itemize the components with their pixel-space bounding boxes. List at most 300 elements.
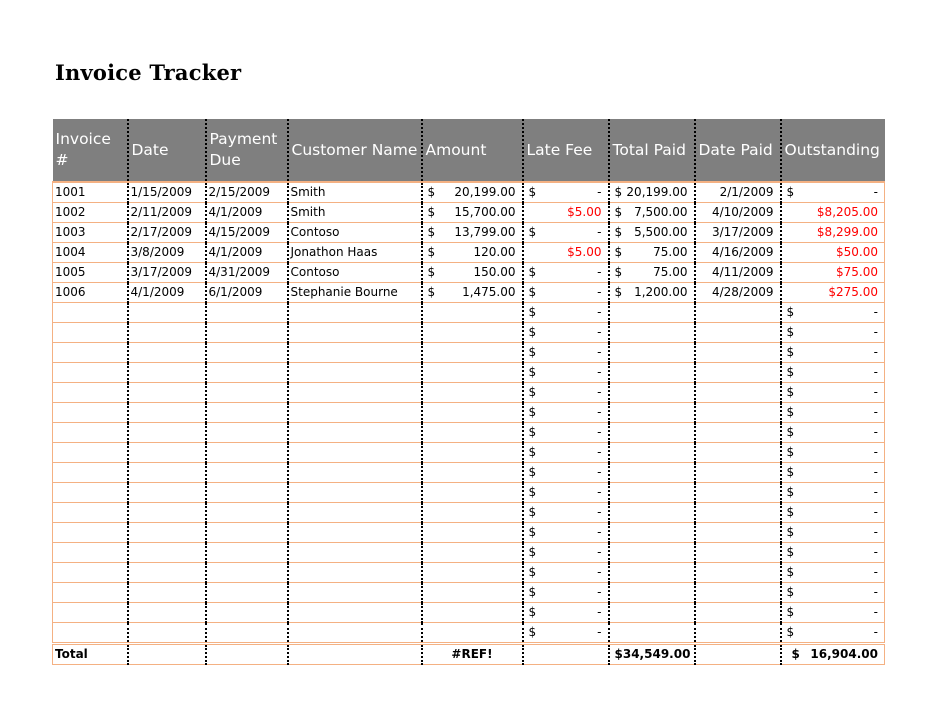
cell-outstanding[interactable] [781,503,885,523]
cell-late-fee[interactable] [523,483,609,503]
cell-total-paid[interactable] [609,443,695,463]
currency-symbol: $ [786,485,795,499]
cell-customer[interactable] [288,523,422,543]
currency-symbol: $ [614,245,623,259]
cell-outstanding-value: - [873,605,878,619]
cell-outstanding[interactable] [781,443,885,463]
currency-symbol: $ [427,205,436,219]
cell-outstanding-value: - [873,185,878,199]
cell-late-fee[interactable] [523,563,609,583]
cell-date-paid[interactable] [695,403,781,423]
cell-invoice[interactable] [53,583,128,603]
cell-late-fee[interactable] [523,583,609,603]
table-row[interactable] [53,403,885,423]
cell-late-fee[interactable]: $5.00 [523,243,609,263]
cell-invoice[interactable] [53,463,128,483]
cell-amount[interactable] [422,443,523,463]
table-row[interactable] [53,563,885,583]
cell-total-paid[interactable] [609,383,695,403]
cell-date-paid[interactable] [695,343,781,363]
cell-customer[interactable] [288,563,422,583]
cell-total-paid[interactable] [609,563,695,583]
cell-payment-due[interactable]: 4/1/2009 [206,203,288,223]
cell-amount[interactable] [422,543,523,563]
total-total-paid[interactable] [609,644,695,665]
cell-late-fee[interactable] [523,403,609,423]
cell-late-fee-value: - [597,325,602,339]
cell-amount[interactable] [422,523,523,543]
cell-late-fee[interactable] [523,303,609,323]
cell-payment-due[interactable]: 2/15/2009 [206,182,288,203]
header-customer-name[interactable]: Customer Name [288,119,422,182]
cell-total-paid-value: 7,500.00 [634,205,688,219]
cell-total-paid[interactable] [609,263,695,283]
cell-late-fee-value: - [597,525,602,539]
cell-date[interactable]: 4/1/2009 [128,283,206,303]
cell-date-paid[interactable]: 4/16/2009 [695,243,781,263]
currency-symbol: $ [528,445,537,459]
cell-outstanding[interactable] [781,623,885,644]
currency-symbol: $ [528,625,537,639]
cell-payment-due[interactable] [206,503,288,523]
cell-late-fee-value: - [597,505,602,519]
table-row[interactable] [53,583,885,603]
cell-outstanding[interactable] [781,543,885,563]
header-outstanding[interactable]: Outstanding [781,119,885,182]
cell-late-fee[interactable] [523,363,609,383]
cell-invoice[interactable] [53,503,128,523]
cell-payment-due[interactable] [206,443,288,463]
cell-total-paid[interactable] [609,483,695,503]
cell-date-paid[interactable] [695,423,781,443]
cell-date[interactable] [128,603,206,623]
cell-date-paid[interactable]: 3/17/2009 [695,223,781,243]
currency-symbol: $ [614,285,623,299]
cell-late-fee[interactable] [523,283,609,303]
cell-total-paid[interactable] [609,503,695,523]
cell-invoice[interactable] [53,443,128,463]
cell-outstanding-value: - [873,305,878,319]
cell-outstanding[interactable] [781,182,885,203]
cell-date-paid[interactable] [695,583,781,603]
cell-date-paid[interactable]: 4/28/2009 [695,283,781,303]
cell-date[interactable] [128,323,206,343]
cell-invoice[interactable] [53,623,128,644]
cell-late-fee[interactable] [523,182,609,203]
cell-outstanding[interactable]: $8,205.00 [781,203,885,223]
cell-outstanding-value: - [873,585,878,599]
cell-invoice[interactable] [53,383,128,403]
currency-symbol: $ [786,625,795,639]
cell-outstanding[interactable]: $50.00 [781,243,885,263]
table-row[interactable] [53,182,885,203]
table-row[interactable] [53,243,885,263]
cell-date[interactable] [128,423,206,443]
cell-outstanding[interactable] [781,423,885,443]
cell-outstanding-value: - [873,445,878,459]
cell-invoice[interactable]: 1005 [53,263,128,283]
currency-symbol: $ [614,265,623,279]
header-date[interactable]: Date [128,119,206,182]
cell-late-fee[interactable]: $5.00 [523,203,609,223]
cell-amount-value: 150.00 [473,265,516,279]
cell-outstanding-value: - [873,485,878,499]
cell-outstanding[interactable] [781,523,885,543]
total-label: Total [53,644,128,665]
table-row[interactable] [53,443,885,463]
cell-total-paid[interactable] [609,623,695,644]
cell-outstanding[interactable] [781,403,885,423]
table-row[interactable] [53,383,885,403]
cell-date[interactable]: 2/17/2009 [128,223,206,243]
cell-late-fee[interactable] [523,323,609,343]
cell-date-paid[interactable] [695,603,781,623]
cell-date-paid[interactable] [695,623,781,644]
currency-symbol: $ [528,225,537,239]
cell-payment-due[interactable] [206,383,288,403]
cell-invoice[interactable] [53,403,128,423]
cell-amount[interactable] [422,623,523,644]
cell-amount[interactable] [422,403,523,423]
table-row[interactable] [53,523,885,543]
cell-amount[interactable] [422,203,523,223]
cell-customer[interactable] [288,623,422,644]
cell-payment-due[interactable] [206,583,288,603]
cell-invoice[interactable] [53,523,128,543]
cell-total-paid[interactable] [609,182,695,203]
cell-amount-value: 120.00 [473,245,516,259]
cell-late-fee[interactable] [523,603,609,623]
currency-symbol: $ [786,365,795,379]
page-title: Invoice Tracker [55,60,242,85]
cell-date[interactable] [128,403,206,423]
cell-customer[interactable] [288,303,422,323]
table-row[interactable] [53,603,885,623]
cell-total-paid-value: 75.00 [653,245,688,259]
table-row[interactable] [53,423,885,443]
cell-invoice[interactable] [53,603,128,623]
cell-total-paid[interactable] [609,323,695,343]
table-row[interactable] [53,283,885,303]
cell-customer[interactable]: Stephanie Bourne [288,283,422,303]
currency-symbol: $ [786,605,795,619]
cell-customer[interactable] [288,463,422,483]
cell-date-paid[interactable]: 2/1/2009 [695,182,781,203]
cell-customer[interactable] [288,363,422,383]
cell-outstanding[interactable] [781,603,885,623]
currency-symbol: $ [528,585,537,599]
table-row[interactable] [53,343,885,363]
cell-payment-due[interactable] [206,523,288,543]
currency-symbol: $ [614,647,623,661]
cell-customer[interactable]: Contoso [288,263,422,283]
cell-date-paid[interactable] [695,563,781,583]
cell-date[interactable] [128,383,206,403]
cell-late-fee[interactable] [523,223,609,243]
cell-late-fee[interactable] [523,343,609,363]
cell-date-paid[interactable] [695,383,781,403]
currency-symbol: $ [528,405,537,419]
cell-invoice[interactable]: 1001 [53,182,128,203]
header-amount[interactable]: Amount [422,119,523,182]
table-row[interactable] [53,623,885,644]
cell-date[interactable] [128,363,206,383]
currency-symbol: $ [528,505,537,519]
currency-symbol: $ [786,525,795,539]
currency-symbol: $ [786,585,795,599]
cell-amount[interactable] [422,263,523,283]
cell-total-paid[interactable] [609,403,695,423]
cell-late-fee[interactable] [523,463,609,483]
cell-invoice[interactable]: 1003 [53,223,128,243]
cell-customer[interactable]: Smith [288,203,422,223]
cell-customer[interactable]: Jonathon Haas [288,243,422,263]
cell-date[interactable] [128,623,206,644]
cell-date-paid[interactable] [695,543,781,563]
cell-amount-value: 1,475.00 [462,285,516,299]
cell-total-paid-value: 5,500.00 [634,225,688,239]
cell-total-paid-value: 1,200.00 [634,285,688,299]
total-outstanding-value: 16,904.00 [810,647,878,661]
cell-amount[interactable] [422,243,523,263]
cell-invoice[interactable]: 1004 [53,243,128,263]
cell-total-paid[interactable] [609,463,695,483]
cell-date-paid[interactable] [695,463,781,483]
total-date-paid [695,644,781,665]
cell-customer[interactable] [288,503,422,523]
cell-late-fee[interactable] [523,623,609,644]
cell-customer[interactable] [288,543,422,563]
cell-outstanding-value: - [873,625,878,639]
table-row[interactable] [53,463,885,483]
cell-late-fee[interactable] [523,443,609,463]
cell-outstanding[interactable]: $75.00 [781,263,885,283]
table-row[interactable] [53,363,885,383]
cell-outstanding-value: - [873,425,878,439]
cell-outstanding[interactable] [781,343,885,363]
header-payment-due[interactable]: Payment Due [206,119,288,182]
cell-invoice[interactable] [53,483,128,503]
cell-date-paid[interactable]: 4/10/2009 [695,203,781,223]
cell-customer[interactable]: Contoso [288,223,422,243]
table-row[interactable] [53,303,885,323]
cell-payment-due[interactable] [206,483,288,503]
currency-symbol: $ [427,265,436,279]
cell-late-fee[interactable] [523,263,609,283]
cell-payment-due[interactable] [206,403,288,423]
cell-late-fee[interactable] [523,523,609,543]
cell-outstanding[interactable] [781,583,885,603]
cell-payment-due[interactable]: 4/1/2009 [206,243,288,263]
cell-payment-due[interactable] [206,543,288,563]
cell-date-paid[interactable] [695,363,781,383]
cell-date[interactable]: 3/8/2009 [128,243,206,263]
header-invoice[interactable]: Invoice # [53,119,128,182]
cell-payment-due[interactable] [206,303,288,323]
cell-invoice[interactable] [53,343,128,363]
cell-date-paid[interactable] [695,503,781,523]
cell-total-paid-value: 20,199.00 [626,185,688,199]
cell-late-fee[interactable] [523,383,609,403]
table-row[interactable] [53,223,885,243]
cell-date[interactable]: 2/11/2009 [128,203,206,223]
cell-date-paid[interactable] [695,483,781,503]
cell-late-fee-value: - [597,345,602,359]
cell-invoice[interactable] [53,303,128,323]
cell-outstanding[interactable]: $275.00 [781,283,885,303]
cell-outstanding[interactable] [781,383,885,403]
currency-symbol: $ [786,345,795,359]
currency-symbol: $ [786,425,795,439]
cell-invoice[interactable] [53,363,128,383]
table-row[interactable] [53,263,885,283]
cell-date[interactable] [128,303,206,323]
cell-customer[interactable] [288,483,422,503]
cell-amount[interactable] [422,283,523,303]
cell-outstanding[interactable] [781,303,885,323]
cell-date[interactable] [128,443,206,463]
table-row[interactable] [53,483,885,503]
cell-date[interactable] [128,523,206,543]
cell-customer[interactable] [288,343,422,363]
cell-total-paid[interactable] [609,603,695,623]
cell-outstanding[interactable]: $8,299.00 [781,223,885,243]
cell-date[interactable] [128,583,206,603]
cell-amount[interactable] [422,182,523,203]
cell-total-paid[interactable] [609,523,695,543]
cell-outstanding[interactable] [781,463,885,483]
cell-payment-due[interactable] [206,603,288,623]
total-outstanding[interactable] [781,644,885,665]
cell-late-fee[interactable] [523,503,609,523]
cell-customer[interactable] [288,443,422,463]
cell-payment-due[interactable] [206,423,288,443]
cell-outstanding[interactable] [781,483,885,503]
cell-outstanding[interactable] [781,563,885,583]
cell-amount[interactable] [422,343,523,363]
cell-invoice[interactable]: 1006 [53,283,128,303]
cell-outstanding-value: - [873,565,878,579]
cell-amount[interactable] [422,323,523,343]
cell-outstanding[interactable] [781,363,885,383]
cell-date-paid[interactable]: 4/11/2009 [695,263,781,283]
cell-outstanding-value: - [873,505,878,519]
cell-total-paid[interactable] [609,243,695,263]
cell-date[interactable] [128,503,206,523]
currency-symbol: $ [427,225,436,239]
cell-total-paid[interactable] [609,303,695,323]
cell-total-paid[interactable] [609,423,695,443]
currency-symbol: $ [786,445,795,459]
cell-total-paid[interactable] [609,223,695,243]
cell-date[interactable] [128,543,206,563]
cell-amount[interactable] [422,603,523,623]
cell-invoice[interactable]: 1002 [53,203,128,223]
cell-date-paid[interactable] [695,523,781,543]
cell-payment-due[interactable] [206,323,288,343]
total-late-fee [523,644,609,665]
currency-symbol: $ [528,565,537,579]
cell-payment-due[interactable] [206,563,288,583]
cell-amount[interactable] [422,423,523,443]
currency-symbol: $ [786,505,795,519]
table-row[interactable] [53,543,885,563]
cell-total-paid[interactable] [609,543,695,563]
cell-amount[interactable] [422,503,523,523]
cell-date[interactable] [128,563,206,583]
cell-late-fee-value: - [597,445,602,459]
cell-customer[interactable]: Smith [288,182,422,203]
cell-total-paid[interactable] [609,203,695,223]
cell-date-paid[interactable] [695,323,781,343]
cell-customer[interactable] [288,423,422,443]
cell-payment-due[interactable]: 4/31/2009 [206,263,288,283]
cell-amount[interactable] [422,383,523,403]
cell-date[interactable] [128,343,206,363]
currency-symbol: $ [528,325,537,339]
cell-amount[interactable] [422,463,523,483]
table-row[interactable] [53,203,885,223]
cell-date[interactable]: 1/15/2009 [128,182,206,203]
table-row[interactable] [53,323,885,343]
header-total-paid[interactable]: Total Paid [609,119,695,182]
cell-date-paid[interactable] [695,443,781,463]
cell-payment-due[interactable]: 6/1/2009 [206,283,288,303]
cell-amount[interactable] [422,223,523,243]
total-amount: #REF! [422,644,523,665]
cell-payment-due[interactable]: 4/15/2009 [206,223,288,243]
cell-late-fee-value: - [597,305,602,319]
cell-late-fee-value: - [597,465,602,479]
cell-late-fee-value: - [597,485,602,499]
cell-total-paid[interactable] [609,283,695,303]
cell-date[interactable] [128,483,206,503]
cell-customer[interactable] [288,383,422,403]
cell-payment-due[interactable] [206,343,288,363]
cell-total-paid[interactable] [609,583,695,603]
cell-invoice[interactable] [53,563,128,583]
cell-customer[interactable] [288,583,422,603]
cell-amount[interactable] [422,563,523,583]
cell-total-paid[interactable] [609,363,695,383]
cell-invoice[interactable] [53,543,128,563]
cell-payment-due[interactable] [206,363,288,383]
cell-date-paid[interactable] [695,303,781,323]
cell-total-paid[interactable] [609,343,695,363]
table-row[interactable] [53,503,885,523]
cell-customer[interactable] [288,403,422,423]
cell-date[interactable]: 3/17/2009 [128,263,206,283]
cell-customer[interactable] [288,323,422,343]
cell-payment-due[interactable] [206,463,288,483]
currency-symbol: $ [427,245,436,259]
currency-symbol: $ [528,265,537,279]
cell-invoice[interactable] [53,323,128,343]
cell-amount[interactable] [422,583,523,603]
cell-late-fee[interactable] [523,543,609,563]
cell-invoice[interactable] [53,423,128,443]
cell-amount[interactable] [422,363,523,383]
cell-payment-due[interactable] [206,623,288,644]
header-late-fee[interactable]: Late Fee [523,119,609,182]
cell-amount[interactable] [422,483,523,503]
cell-late-fee[interactable] [523,423,609,443]
cell-date[interactable] [128,463,206,483]
header-date-paid[interactable]: Date Paid [695,119,781,182]
cell-amount[interactable] [422,303,523,323]
cell-outstanding[interactable] [781,323,885,343]
cell-customer[interactable] [288,603,422,623]
